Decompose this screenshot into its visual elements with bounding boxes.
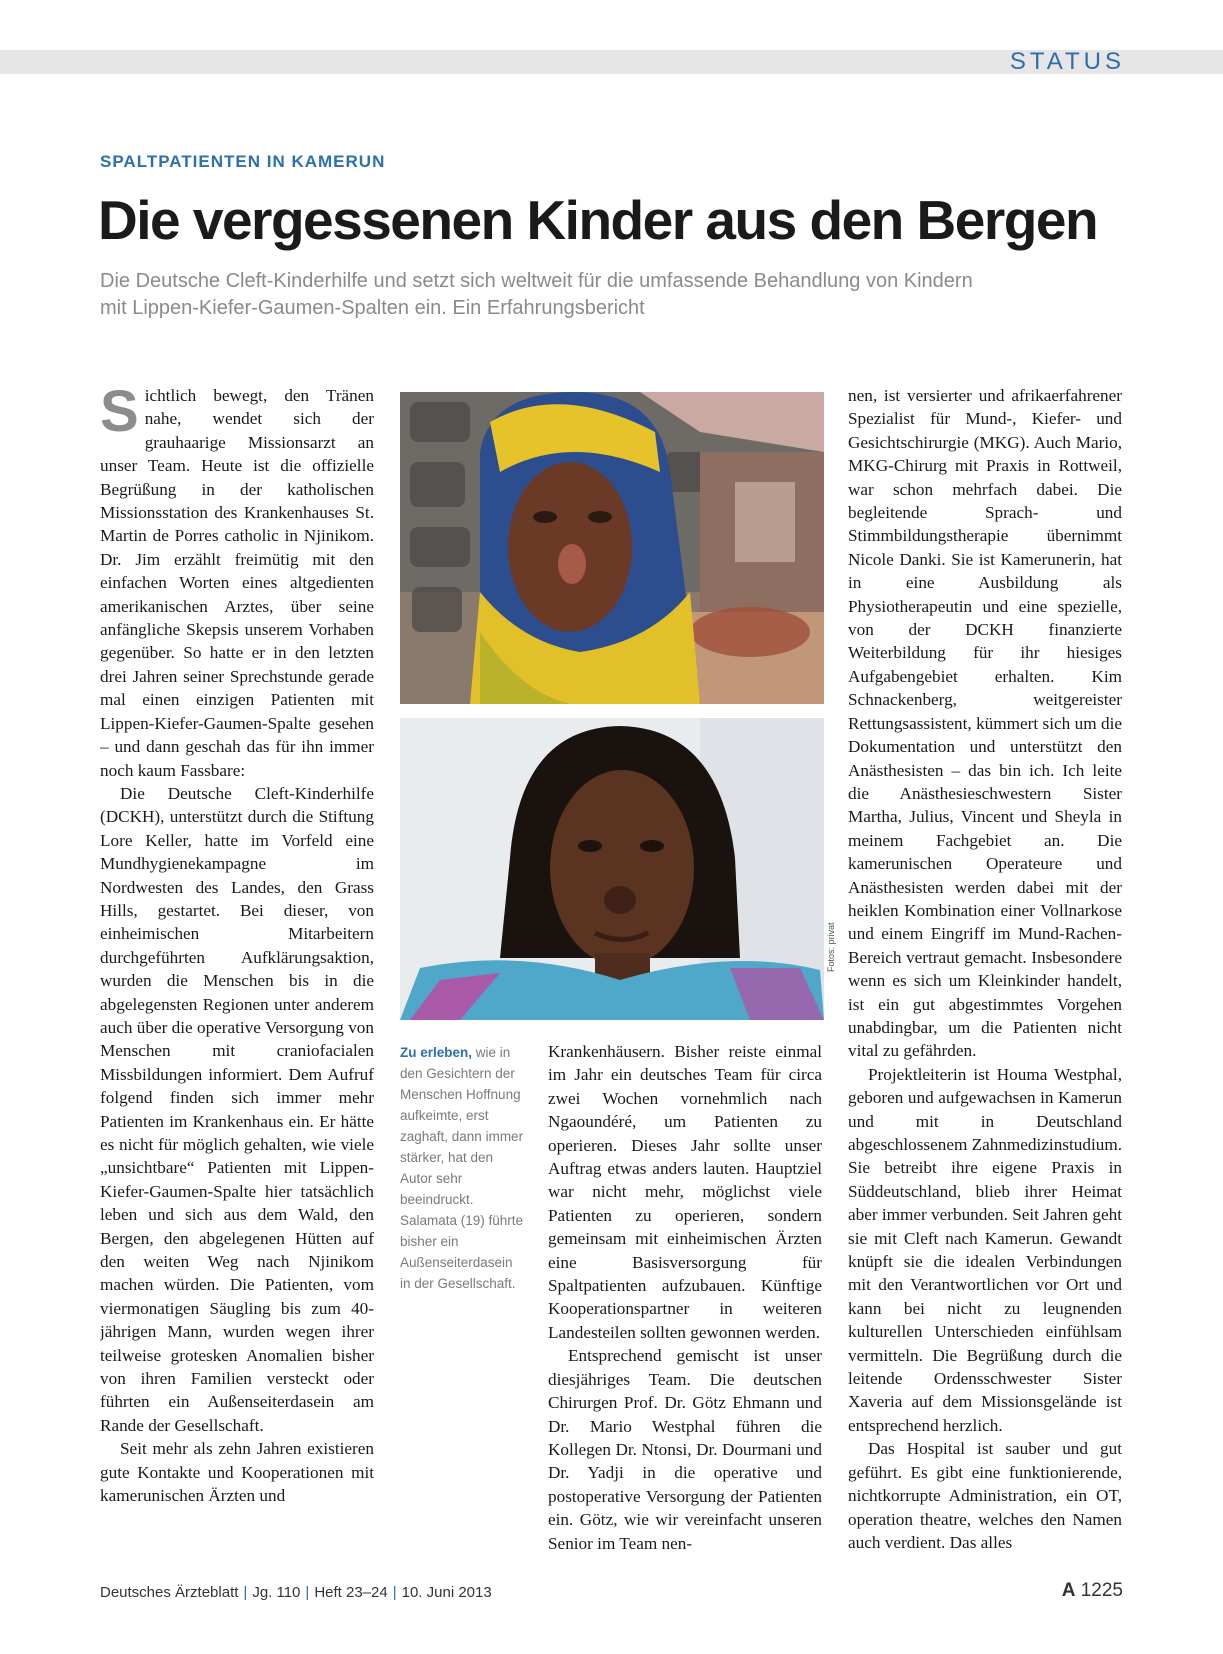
photo-woman-headscarf <box>400 392 824 704</box>
photo-young-woman <box>400 718 824 1020</box>
photo-caption <box>400 1042 525 1294</box>
paragraph: Entsprechend gemischt ist unser diesjähriges Team. Die deutschen Chirurgen Prof. Dr. Götz Ehmann und Dr. Mario Westphal führen die Kollegen Dr. Ntonsi, Dr. Dourmani und Dr. Yadji in die operative und postoperative Versorgung der Patienten ein. Götz, wie wir vereinfacht unseren Senior im Team nen- <box>548 1346 822 1553</box>
text-column-2 <box>548 1040 822 1560</box>
journal-issue: Heft 23–24 <box>314 1584 388 1601</box>
journal-volume: Jg. 110 <box>252 1584 301 1601</box>
publication-date: 10. Juni 2013 <box>401 1584 492 1601</box>
page-number-value: 1225 <box>1080 1580 1123 1601</box>
page-prefix: A <box>1061 1580 1076 1601</box>
text-column-3 <box>848 384 1122 1560</box>
paragraph: ichtlich bewegt, den Tränen nahe, wendet sich der grauhaarige Missionsarzt an unser Team. Heute ist die offizielle Begrüßung in der katholischen Missionsstation des Krankenhauses St. Martin de Porres catholic in Njinikom. Dr. Jim erzählt freimütig mit den einfachen Worten eines altgedienten amerikanischen Arztes, über seine anfängliche Skepsis unserem Vorhaben gegenüber. So hatte er in den letzten drei Jahren seiner Sprechstunde gerade mal einen einzigen Patienten mit Lippen-Kiefer-Gaumen-Spalte gesehen – und dann geschah das für ihn immer noch kaum Fassbare: <box>100 386 374 780</box>
footer-citation: Deutsches Ärzteblatt | Jg. 110 | Heft 23–24 | 10. Juni 2013 <box>100 1584 492 1601</box>
caption-lead: Zu erleben, <box>400 1045 473 1060</box>
paragraph: Projektleiterin ist Houma Westphal, geboren und aufgewachsen in Kamerun und mit in Deutschland abgeschlossenem Zahnmedizinstudium. Sie betreibt ihre eigene Praxis in Süddeutschland, blieb ihrer Heimat aber immer verbunden. Seit Jahren geht sie mit Cleft nach Kamerun. Gewandt knüpft sie die idealen Verbindungen mit den Verantwortlichen vor Ort und kann bei nicht zu leugnenden kulturellen Unterschieden einfühlsam vermitteln. Die Begrüßung durch die leitende Ordensschwester Sister Xaveria auf dem Missionsgelände ist entsprechend herzlich. <box>848 1064 1122 1435</box>
paragraph: Die Deutsche Cleft-Kinderhilfe (DCKH), unterstützt durch die Stiftung Lore Keller, hatte im Vorfeld eine Mundhygienekampagne im Nordwesten des Landes, den Grass Hills, gestartet. Bei dieser, von einheimischen Mitarbeitern durchgeführten Aufklärungsaktion, wurden die Menschen bis in die abgelegensten Regionen unter anderem auch über die operative Versorgung von Menschen mit craniofacialen Missbildungen informiert. Dem Aufruf folgend finden sich immer mehr Patienten im Krankenhaus ein. Er hätte es nicht für möglich gehalten, wie viele „unsichtbare“ Patienten mit Lippen-Kiefer-Gaumen-Spalte hier tatsächlich leben und sich aus dem Wald, den Bergen, den abgelegenen Hütten auf den weiten Weg nach Njinikom machen würden. Die Patienten, vom viermonatigen Säugling bis zum 40-jährigen Mann, wurden wegen ihrer teilweise grotesken Anomalien bisher von ihren Familien versteckt oder führten ein Außenseiterdasein am Rande der Gesellschaft. <box>100 783 374 1435</box>
caption-text: wie in den Gesichtern der Menschen Hoffnung aufkeimte, erst zaghaft, dann immer stärker, hat den Autor sehr beeindruckt. Salamata (19) führte bisher ein Außenseiterdasein in der Gesellschaft. <box>400 1045 524 1291</box>
paragraph: Krankenhäusern. Bisher reiste einmal im Jahr ein deutsches Team für circa zwei Wochen vornehmlich nach Ngaoundéré, um Patienten zu operieren. Dieses Jahr sollte unser Auftrag etwas anders lauten. Hauptziel war nicht mehr, möglichst viele Patienten zu operieren, sondern gemeinsam mit einheimischen Ärzten eine Basisversorgung für Spaltpatienten aufzubauen. Künftige Kooperationspartner in weiteren Landesteilen sollten gewonnen werden. <box>548 1042 822 1342</box>
text-column-1 <box>100 384 374 1560</box>
paragraph: Seit mehr als zehn Jahren existieren gute Kontakte und Kooperationen mit kamerunischen Ärzten und <box>100 1439 374 1506</box>
paragraph: Das Hospital ist sauber und gut geführt. Es gibt eine funktionierende, nichtkorrupte Administration, ein OT, operation theatre, welches den Namen auch verdient. Das alles <box>848 1439 1122 1552</box>
photo-credit: Fotos: privat <box>826 922 836 972</box>
article-kicker: SPALTPATIENTEN IN KAMERUN <box>100 152 386 171</box>
article-title: Die vergessenen Kinder aus den Bergen <box>98 189 1098 251</box>
article-lead: Die Deutsche Cleft-Kinderhilfe und setzt sich weltweit für die umfassende Behandlung von Kindern mit Lippen-Kiefer-Gaumen-Spalten ein. Ein Erfahrungsbericht <box>100 270 973 319</box>
drop-cap: S <box>100 384 139 444</box>
section-label: STATUS <box>1009 48 1125 75</box>
paragraph: nen, ist versierter und afrikaerfahrener Spezialist für Mund-, Kiefer- und Gesichtschirurgie (MKG). Auch Mario, MKG-Chirurg mit Praxis in Rottweil, war schon mehrfach dabei. Die begleitende Sprach- und Stimmbildungstherapie übernimmt Nicole Danki. Sie ist Kamerunerin, hat in eine Ausbildung als Physiotherapeutin und eine spezielle, von der DCKH finanzierte Weiterbildung für ihr hiesiges Aufgabengebiet erhalten. Kim Schnackenberg, weitgereister Rettungsassistent, kümmert sich um die Dokumentation und unterstützt den Anästhesisten – das bin ich. Ich leite die Anästhesieschwestern Sister Martha, Julius, Vincent und Sheyla in meinem Fachgebiet an. Die kamerunischen Operateure und Anästhesisten werden dabei mit der heiklen Kombination einer Vollnarkose und einem Eingriff im Mund-Rachen-Bereich vertraut gemacht. Insbesondere wenn es sich um Kleinkinder handelt, ist ein gut abgestimmtes Vorgehen unabdingbar, um die Patienten nicht vital zu gefährden. <box>848 386 1122 1061</box>
page-number <box>1062 1580 1123 1602</box>
journal-name: Deutsches Ärzteblatt <box>100 1584 239 1601</box>
